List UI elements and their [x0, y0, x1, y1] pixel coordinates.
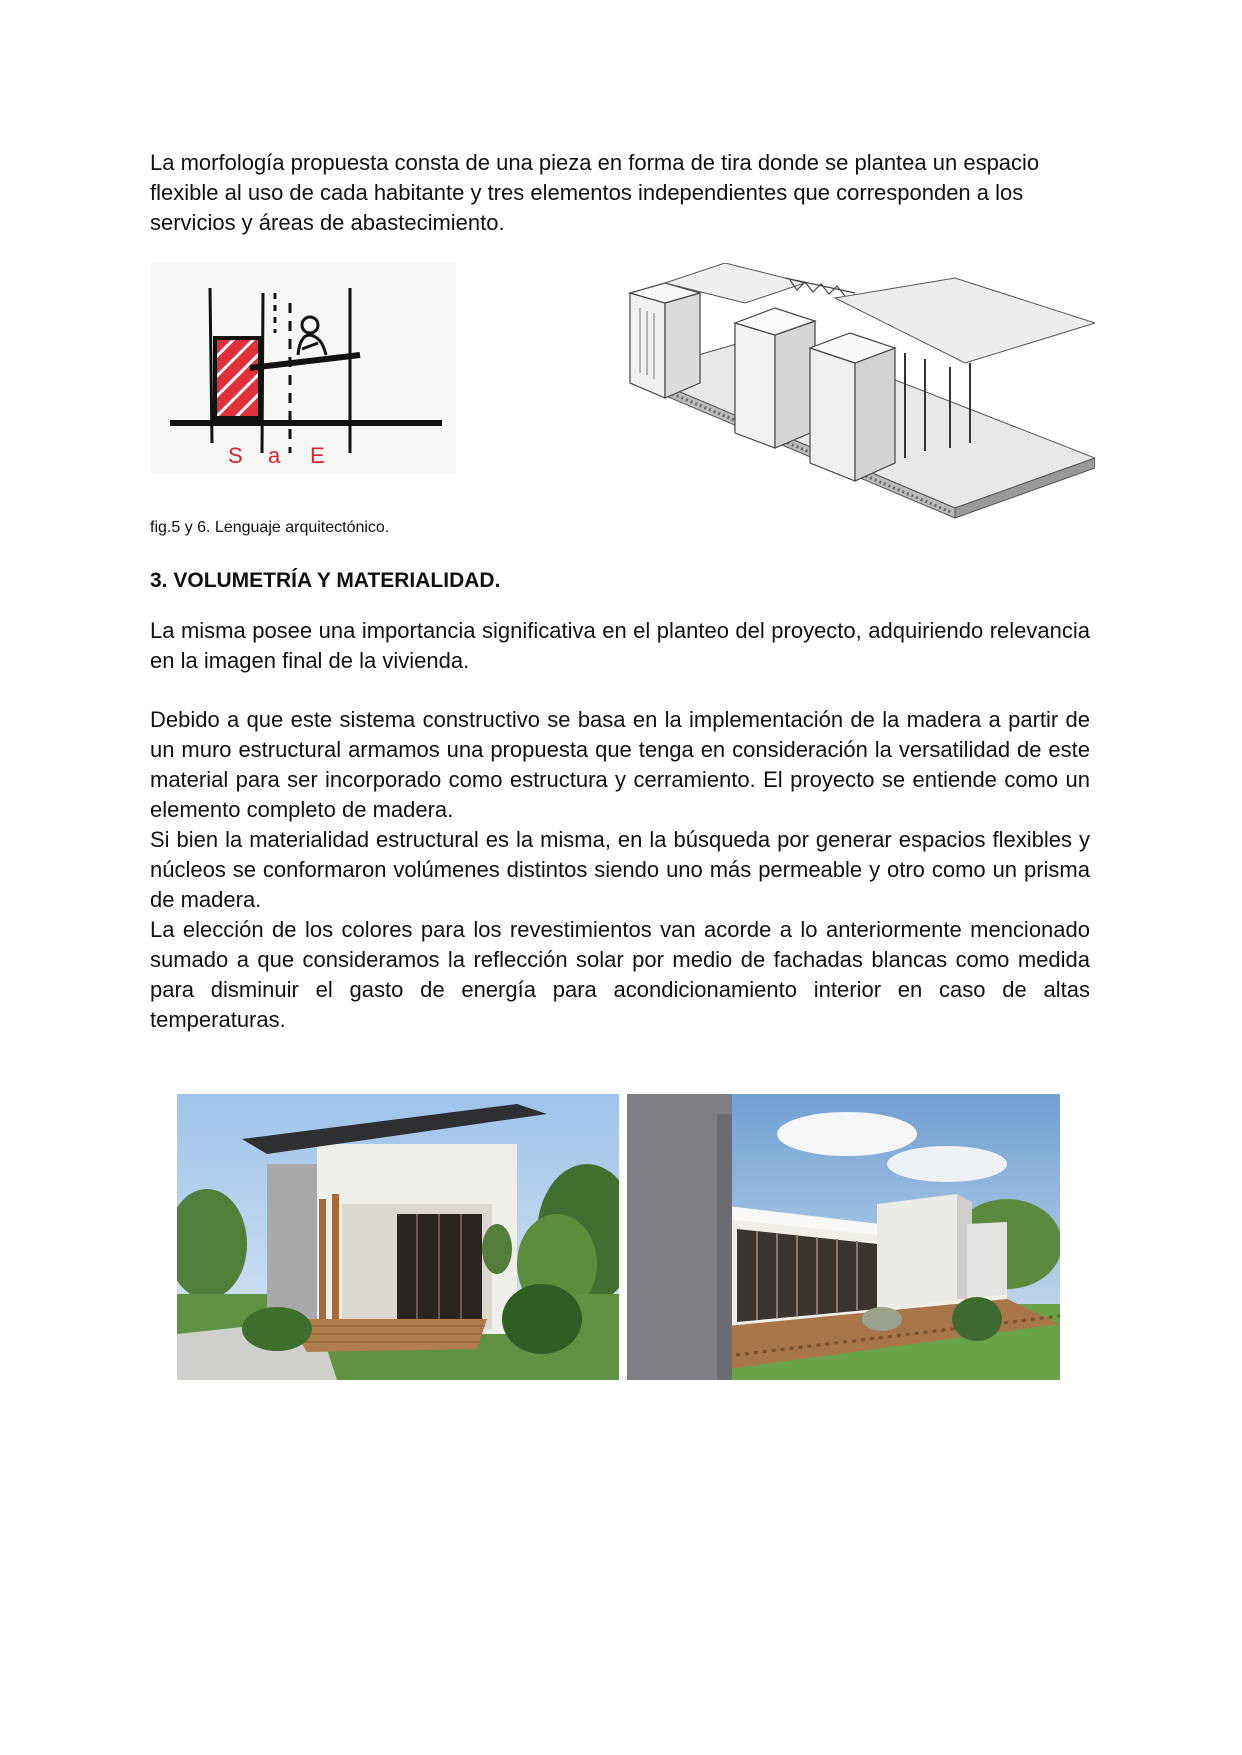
paragraph-1: La misma posee una importancia significativa en el planteo del proyecto, adquiriendo relevancia en la imagen final de la vivienda. [150, 618, 1090, 673]
sketch-letter-s: S [228, 443, 243, 468]
sketch-letter-a: a [268, 443, 281, 468]
sketch-letter-e: E [310, 443, 325, 468]
figure-caption: fig.5 y 6. Lenguaje arquitectónico. [150, 519, 390, 536]
sketch-figure [150, 263, 456, 473]
render-side-deck-image [627, 1094, 1060, 1380]
paragraph-4: La elección de los colores para los revestimientos van acorde a lo anteriormente mencionado sumado a que consideramos la reflección solar por medio de fachadas blancas como medida para disminuir el gasto de energía para acondicionamiento interior en caso de altas temperaturas. [150, 917, 1090, 1032]
render-front-porch-image [177, 1094, 619, 1380]
paragraph-3: Si bien la materialidad estructural es la misma, en la búsqueda por generar espacios flexibles y núcleos se conformaron volúmenes distintos siendo uno más permeable y otro como un prisma de madera. [150, 827, 1090, 912]
intro-paragraph: La morfología propuesta consta de una pieza en forma de tira donde se plantea un espacio flexible al uso de cada habitante y tres elementos independientes que corresponden a los servicios y áreas de abastecimiento. [150, 150, 1040, 235]
paragraph-2: Debido a que este sistema constructivo se basa en la implementación de la madera a partir de un muro estructural armamos una propuesta que tenga en consideración la versatilidad de este material para ser incorporado como estructura y cerramiento. El proyecto se entiende como un elemento completo de madera. [150, 707, 1090, 822]
section-heading: 3. VOLUMETRÍA Y MATERIALIDAD. [150, 569, 501, 592]
volumetric-model-figure [625, 263, 1095, 538]
